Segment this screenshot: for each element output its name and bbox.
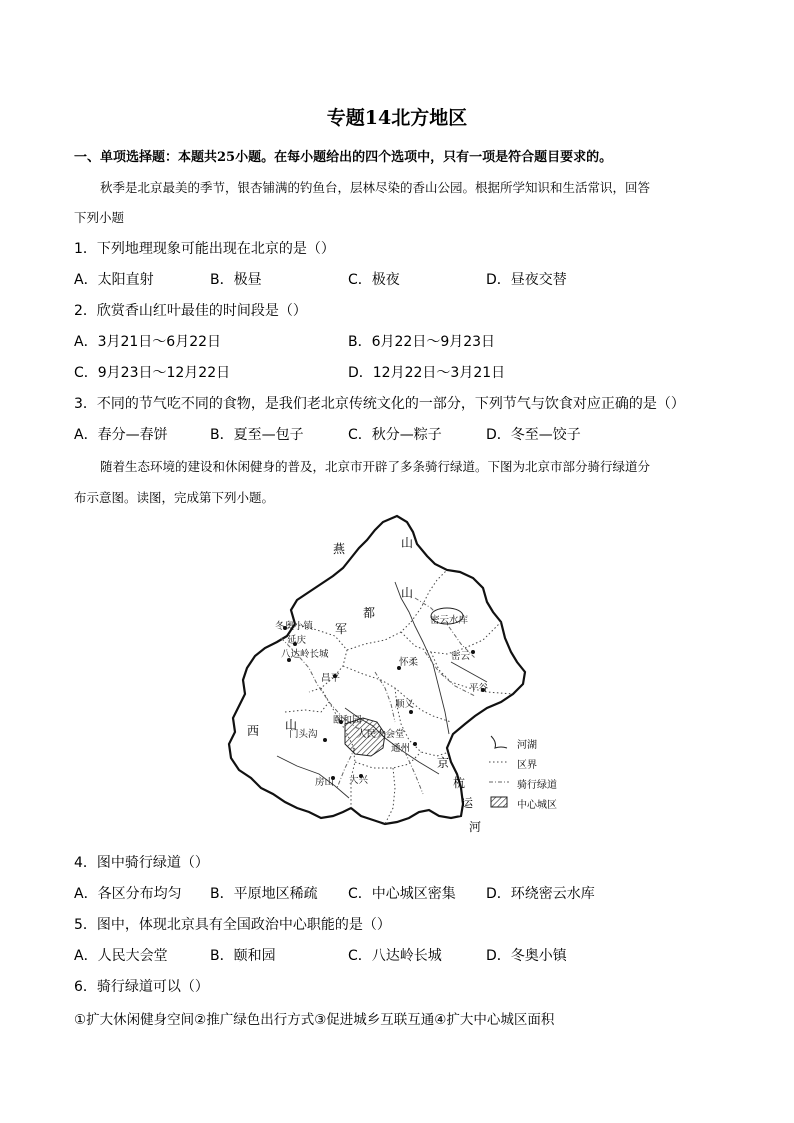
river-legend-icon bbox=[491, 736, 507, 748]
q1-option-d: D．昼夜交替 bbox=[486, 272, 567, 288]
map-label-jing: 京 bbox=[437, 756, 450, 770]
map-label-renmin-dahuitang: 人民大会堂 bbox=[357, 729, 405, 740]
q5-option-c: C．八达岭长城 bbox=[348, 948, 442, 964]
map-label-yan: 燕 bbox=[333, 542, 346, 556]
question-6-stem: 6．骑行绿道可以（） bbox=[74, 979, 209, 995]
q1-option-b: B．极昼 bbox=[210, 272, 262, 288]
section-heading: 一、单项选择题：本题共25小题。在每小题给出的四个选项中，只有一项是符合题目要求的。 bbox=[74, 150, 613, 165]
q3-option-a: A．春分—春饼 bbox=[74, 427, 168, 443]
map-label-tongzhou: 通州 bbox=[391, 743, 411, 754]
question-3-stem: 3．不同的节气吃不同的食物，是我们老北京传统文化的一部分，下列节气与饮食对应正确的是（） bbox=[74, 396, 685, 412]
map-label-dongao-town: 冬奥小镇 bbox=[275, 621, 314, 632]
q1-option-c: C．极夜 bbox=[348, 272, 400, 288]
q3-option-c: C．秋分—粽子 bbox=[348, 427, 442, 443]
center-legend-icon bbox=[491, 797, 507, 807]
q2-option-c: C．9月23日～12月22日 bbox=[74, 365, 231, 381]
map-label-du: 都 bbox=[363, 606, 376, 620]
q2-option-a: A．3月21日～6月22日 bbox=[74, 334, 222, 350]
map-label-pinggu: 平谷 bbox=[469, 683, 489, 694]
intro-paragraph-line: 下列小题 bbox=[74, 210, 125, 225]
q4-option-b: B．平原地区稀疏 bbox=[210, 886, 318, 902]
map-legend bbox=[487, 732, 573, 822]
map-label-yiheyuan: 颐和园 bbox=[333, 715, 362, 726]
intro-paragraph-line: 秋季是北京最美的季节，银杏铺满的钓鱼台，层林尽染的香山公园。根据所学知识和生活常识，回答 bbox=[100, 180, 651, 195]
q5-option-d: D．冬奥小镇 bbox=[486, 948, 567, 964]
q2-option-b: B．6月22日～9月23日 bbox=[348, 334, 496, 350]
map-label-shan: 山 bbox=[285, 718, 298, 732]
map-label-mentougou: 门头沟 bbox=[289, 729, 318, 740]
map-label-miyun-reservoir: 密云水库 bbox=[430, 615, 469, 626]
map-label-changping: 昌平 bbox=[321, 673, 341, 684]
map-label-yanqing: 延庆 bbox=[287, 635, 307, 646]
page-title: 专题14北方地区 bbox=[326, 107, 468, 129]
question-5-stem: 5．图中，体现北京具有全国政治中心职能的是（） bbox=[74, 917, 391, 933]
map-label-miyun: 密云 bbox=[451, 651, 471, 662]
map-label-daxing: 大兴 bbox=[349, 775, 369, 786]
map-label-shunyi: 顺义 bbox=[395, 699, 415, 710]
map-label-fangshan: 房山 bbox=[315, 777, 335, 788]
map-label-badaling: 八达岭长城 bbox=[281, 649, 329, 660]
map-label-jun: 军 bbox=[335, 622, 348, 636]
map-label-shan: 山 bbox=[401, 536, 414, 550]
legend-river-label: 河湖 bbox=[517, 740, 537, 751]
q2-option-d: D．12月22日～3月21日 bbox=[348, 365, 506, 381]
q6-statements: ①扩大休闲健身空间②推广绿色出行方式③促进城乡互联互通④扩大中心城区面积 bbox=[74, 1012, 555, 1028]
q4-option-a: A．各区分布均匀 bbox=[74, 886, 182, 902]
map-label-he: 河 bbox=[469, 820, 482, 834]
question-4-stem: 4．图中骑行绿道（） bbox=[74, 855, 209, 871]
legend-center-label: 中心城区 bbox=[517, 800, 557, 811]
q4-option-d: D．环绕密云水库 bbox=[486, 886, 595, 902]
map-label-xi: 西 bbox=[247, 724, 260, 738]
legend-greenway-label: 骑行绿道 bbox=[517, 780, 557, 791]
q1-option-a: A．太阳直射 bbox=[74, 272, 154, 288]
beijing-greenway-map bbox=[225, 512, 575, 838]
map-label-huairou: 怀柔 bbox=[399, 657, 419, 668]
map-label-hang: 杭 bbox=[453, 776, 466, 790]
legend-boundary-label: 区界 bbox=[517, 760, 537, 771]
intro-paragraph-line: 布示意图。读图，完成第下列小题。 bbox=[74, 490, 275, 505]
question-1-stem: 1．下列地理现象可能出现在北京的是（） bbox=[74, 241, 335, 257]
q5-option-b: B．颐和园 bbox=[210, 948, 276, 964]
question-2-stem: 2．欣赏香山红叶最佳的时间段是（） bbox=[74, 303, 307, 319]
q5-option-a: A．人民大会堂 bbox=[74, 948, 168, 964]
q4-option-c: C．中心城区密集 bbox=[348, 886, 456, 902]
q3-option-d: D．冬至—饺子 bbox=[486, 427, 581, 443]
intro-paragraph-line: 随着生态环境的建设和休闲健身的普及，北京市开辟了多条骑行绿道。下图为北京市部分骑行绿道分 bbox=[100, 459, 651, 474]
map-label-yun: 运 bbox=[461, 796, 474, 810]
q3-option-b: B．夏至—包子 bbox=[210, 427, 304, 443]
beijing-outline bbox=[229, 516, 525, 824]
legend-symbols bbox=[487, 732, 511, 822]
map-label-shan: 山 bbox=[401, 586, 414, 600]
